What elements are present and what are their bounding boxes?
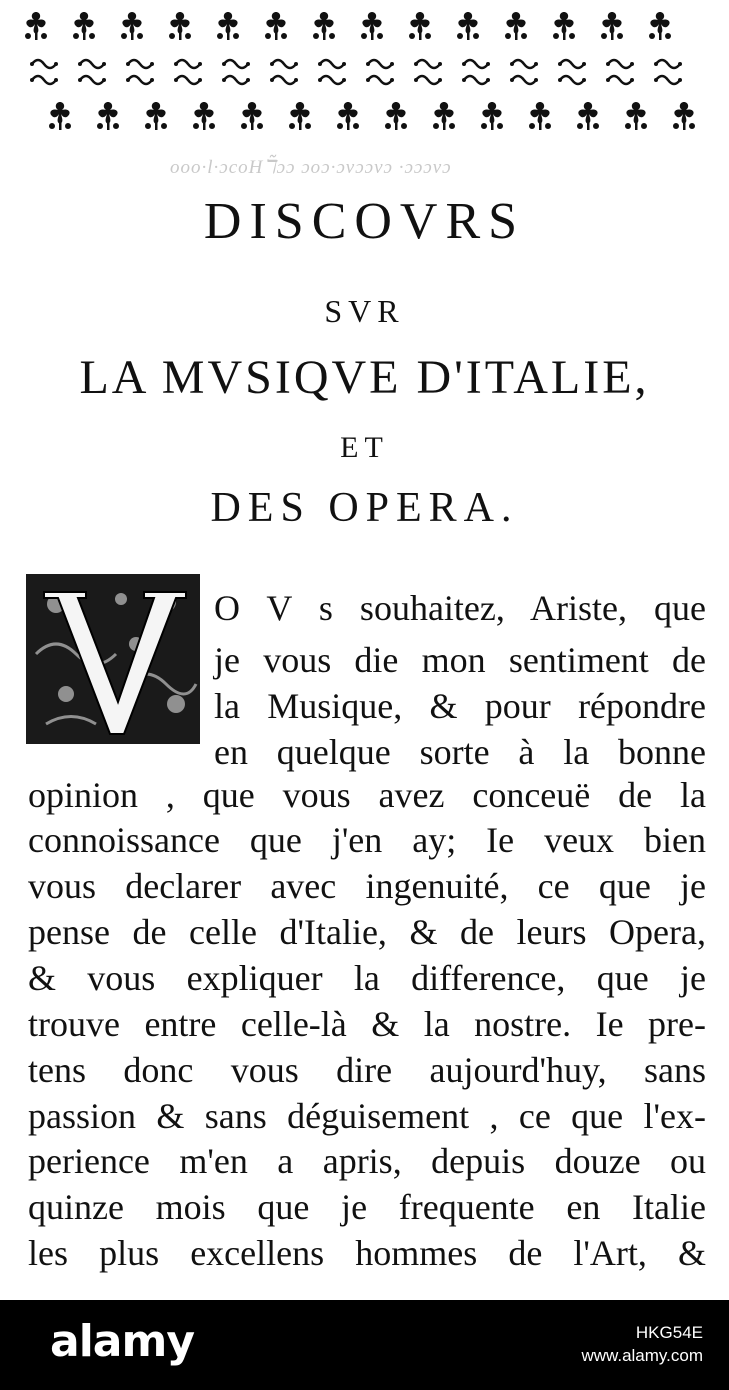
body-line-6: connoissance que j'en ay; Ie veux bien — [28, 820, 706, 860]
body-line-15: les plus excellens hommes de l'Art, & — [28, 1233, 706, 1273]
body-line-9: & vous expliquer la difference, que je — [28, 958, 706, 998]
image-id: HKG54E — [635, 1323, 703, 1342]
bleed-through-text: ooo·l·ɔcoHℸ̃ɔɔ ɔoɔ·ɔvɔɔvɔ ·ɔɔɔvɔ — [170, 157, 452, 178]
title-des-opera: DES OPERA. — [210, 485, 519, 531]
body-line-8: pense de celle d'Italie, & de leurs Opera, — [28, 912, 706, 952]
body-line-11: tens donc vous dire aujourd'huy, sans — [28, 1050, 706, 1090]
title-et: ET — [340, 431, 389, 464]
body-line-4: en quelque sorte à la bonne — [214, 732, 706, 772]
body-line-1: O V s souhaitez, Ariste, que — [214, 588, 706, 628]
body-line-13: perience m'en a apris, depuis douze ou — [28, 1141, 706, 1181]
site-url: www.alamy.com — [581, 1345, 703, 1365]
body-line-12: passion & sans déguisement , ce que l'ex- — [28, 1096, 706, 1136]
title-discovrs: DISCOVRS — [203, 193, 526, 250]
body-line-3: la Musique, & pour répondre — [214, 686, 706, 726]
watermark-footer — [0, 1300, 729, 1390]
image-reference — [581, 1322, 703, 1368]
body-line-14: quinze mois que je frequente en Italie — [28, 1187, 706, 1227]
body-line-5: opinion , que vous avez conceuë de la — [28, 775, 706, 815]
decorated-initial-v — [26, 574, 200, 744]
body-line-2: je vous die mon sentiment de — [214, 640, 706, 680]
ornamental-headpiece — [22, 8, 710, 148]
title-svr: SVR — [324, 293, 405, 329]
alamy-logo: alamy — [50, 1316, 194, 1367]
body-line-7: vous declarer avec ingenuité, ce que je — [28, 866, 706, 906]
body-line-10: trouve entre celle-là & la nostre. Ie pre- — [28, 1004, 706, 1044]
title-musique-italie: LA MVSIQVE D'ITALIE, — [79, 351, 650, 404]
